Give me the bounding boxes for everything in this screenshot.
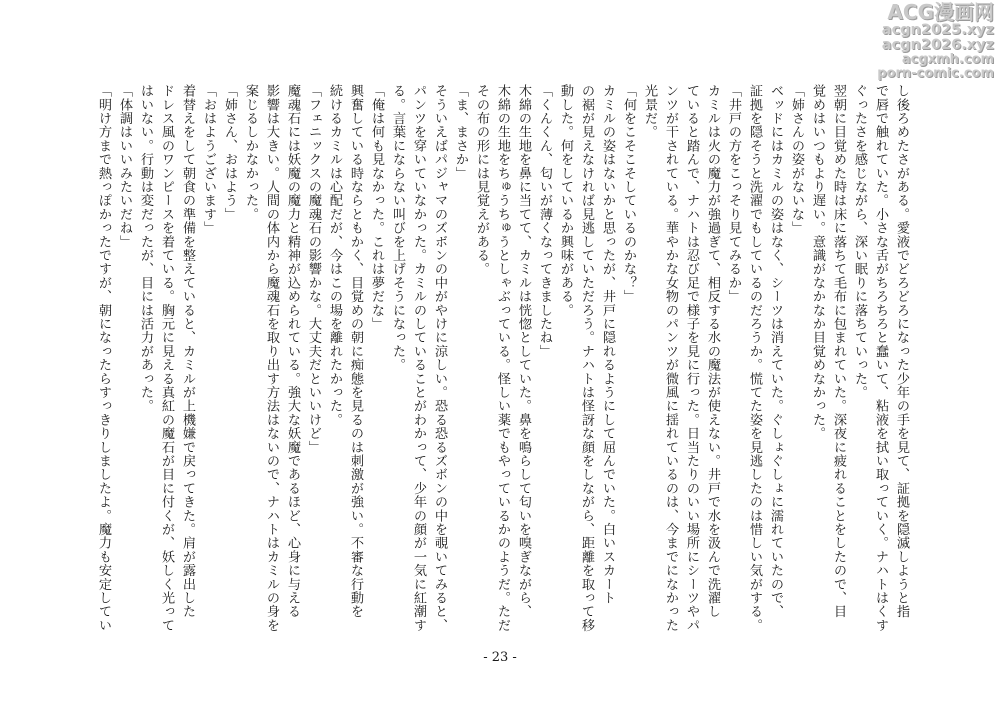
text-line: 光景だ。 <box>642 84 657 139</box>
watermark-line: acgn2026.xyz <box>881 37 994 54</box>
text-line: ていると踏んで、ナハトは忍び足で様子を見に行った。日当たりのいい場所にシーツやパ <box>684 84 699 632</box>
text-line: で唇で触れていた。小さな舌がちろちろと蠢いて、粘液を拭い取っていく。ナハトはくす <box>873 84 888 632</box>
text-line: 「ま、まさか」 <box>453 84 468 180</box>
text-line: 着替えをして朝食の準備を整えていると、カミルが上機嫌で戻ってきた。肩が露出した <box>180 84 195 619</box>
text-line: 「井戸の方をこっそり見てみるか」 <box>726 84 741 304</box>
site-watermark <box>834 2 994 81</box>
text-line: 「明け方まで熱っぽかったですが、朝になったらすっきりしましたよ。魔力も安定してい <box>96 84 111 632</box>
text-line: はいない。行動は変だったが、目には活力があった。 <box>138 84 153 413</box>
text-line: 「俺は何も見なかった。これは夢だな」 <box>369 84 384 331</box>
watermark-line: acgxmh.com <box>901 52 994 68</box>
text-line: パンツを穿いていなかった。カミルのしていることがわかって、少年の顔が一気に紅潮す <box>411 84 426 632</box>
text-line: 続けるカミルは心配だが、今はこの場を離れたかった。 <box>327 84 342 427</box>
text-line: 影響は大きい。人間の体内から魔魂石を取り出す方法はないので、ナハトはカミルの身を <box>264 84 279 632</box>
text-line: 木綿の生地をちゅうちゅうとしゃぶっている。怪しい薬でもやっているかのようだ。ただ <box>495 84 510 632</box>
text-line: 「体調はいいみたいだね」 <box>117 84 132 249</box>
text-line: その布の形には見覚えがある。 <box>474 84 489 276</box>
watermark-line: ACG漫画网 <box>887 0 994 24</box>
text-line: る。言葉にならない叫びを上げそうになった。 <box>390 84 405 372</box>
text-line: 魔魂石には妖魔の魔力と精神が込められている。強大な妖魔であるほど、心身に与える <box>285 84 300 619</box>
text-line: 「姉さんの姿がないな」 <box>789 84 804 235</box>
text-line: 興奮している時ならともかく、目覚めの朝に痴態を見るのは刺激が強い。不審な行動を <box>348 84 363 619</box>
text-line: ベッドにはカミルの姿はなく、シーツは消えていた。ぐしょぐしょに濡れていたので、 <box>768 84 783 619</box>
text-line: 「姉さん、おはよう」 <box>222 84 237 221</box>
text-line: ぐったさを感じながら、深い眠りに落ちていった。 <box>852 84 867 400</box>
text-line: 案じるしかなかった。 <box>243 84 258 221</box>
text-line: ドレス風のワンピースを着ている。胸元に見える真紅の魔石が目に付くが、妖しく光って <box>159 84 174 632</box>
text-line: そういえばパジャマのズボンの中がやけに涼しい。恐る恐るズボンの中を覗いてみると、 <box>432 84 447 632</box>
text-line: の裾が見えなければ見逃していただろう。ナハトは怪訝な顔をしながら、距離を取って移 <box>579 84 594 632</box>
text-line: カミルの姿はないかと思ったが、井戸に隠れるようにして屈んでいた。白いスカート <box>600 84 615 605</box>
text-line: し後ろめたさがある。愛液でどろどろになった少年の手を見て、証拠を隠滅しようと指 <box>894 84 909 619</box>
text-line: ンツが干されている。華やかな女物のパンツが微風に揺れているのは、今までになかった <box>663 84 678 632</box>
text-line: 動した。何をしているか興味がある。 <box>558 84 573 317</box>
page-number: - 23 - <box>483 650 517 665</box>
vertical-text-body <box>92 84 912 644</box>
text-line: 「何をこそこそしているのかな？」 <box>621 84 636 304</box>
text-line: 「フェニックスの魔魂石の影響かな。大丈夫だといいけど」 <box>306 84 321 454</box>
text-line: 「くんくん、匂いが薄くなってきましたね」 <box>537 84 552 358</box>
text-line: 覚めはいつもより遅い。意識がなかなか目覚めなかった。 <box>810 84 825 441</box>
watermark-line: porn-comic.com <box>877 66 994 82</box>
text-line: 翌朝に目覚めた時は床に落ちて毛布に包まれていた。深夜に疲れることをしたので、目 <box>831 84 846 619</box>
text-line: 木綿の生地を鼻に当てて、カミルは恍惚としていた。鼻を鳴らして匂いを嗅ぎながら、 <box>516 84 531 619</box>
text-line: 証拠を隠そうと洗濯でもしているのだろうか。慌てた姿を見逃したのは惜しい気がする。 <box>747 84 762 632</box>
watermark-line: acgn2025.xyz <box>881 22 994 38</box>
text-line: 「おはようございます」 <box>201 84 216 235</box>
text-line: カミルは火の魔力が強過ぎて、相反する水の魔法が使えない。井戸で水を汲んで洗濯し <box>705 84 720 619</box>
